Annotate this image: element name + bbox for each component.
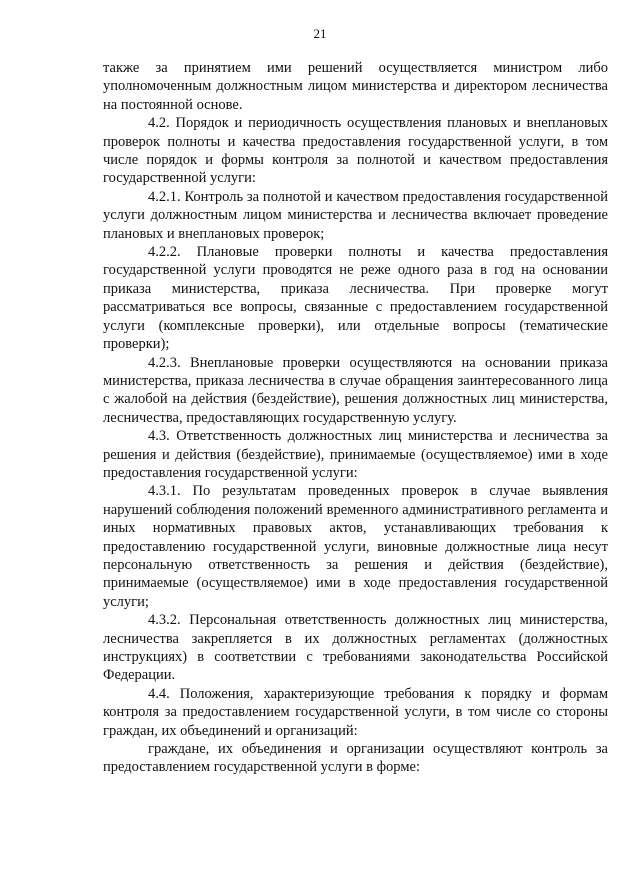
paragraph-4-4: 4.4. Положения, характеризующие требования к порядку и формам контроля за предоставлением государственной услуги, в том числе со стороны граждан, их объединений и организаций:: [103, 685, 608, 739]
page-number: 21: [313, 26, 327, 41]
paragraph-4-2: 4.2. Порядок и периодичность осуществления плановых и внеплановых проверок полноты и качества предоставления государственной услуги, в том числе порядок и формы контроля за полнотой и качеством предоставления государственной услуги:: [103, 115, 608, 187]
paragraph-continuation: также за принятием ими решений осуществляется министром либо уполномоченным должностным лицом министерства и директором лесничества на постоянной основе.: [103, 60, 608, 113]
paragraph-4-3-2: 4.3.2. Персональная ответственность должностных лиц министерства, лесничества закрепляется в их должностных регламентах (должностных инструкциях) в соответствии с требованиями законодательства Российской Федерации.: [103, 612, 608, 684]
paragraph-4-2-2: 4.2.2. Плановые проверки полноты и качества предоставления государственной услуги проводятся не реже одного раза в год на основании приказа министерства, приказа лесничества. При проверке могут рассматриваться все вопросы, связанные с предоставлением государственной услуги (комплексные проверки), или отдельные вопросы (тематические проверки);: [103, 244, 608, 353]
paragraph-4-3-1: 4.3.1. По результатам проведенных проверок в случае выявления нарушений соблюдения положений временного административного регламента и иных нормативных правовых актов, устанавливающих требования к предоставлению государственной услуги, виновные должностные лица несут персональную ответственность за решения и действия (бездействие), принимаемые (осуществляемое) ими в ходе предоставления государственной услуги;: [103, 483, 608, 610]
paragraph-4-2-3: 4.2.3. Внеплановые проверки осуществляются на основании приказа министерства, приказа лесничества в случае обращения заинтересованного лица с жалобой на действия (бездействие), решения должностных лиц министерства, лесничества, предоставляющих государственную услугу.: [103, 354, 608, 426]
paragraph-4-3: 4.3. Ответственность должностных лиц министерства и лесничества за решения и действия (бездействие), принимаемые (осуществляемое) ими в ходе предоставления государственной услуги:: [103, 428, 608, 481]
paragraph-4-2-1: 4.2.1. Контроль за полнотой и качеством предоставления государственной услуги должностным лицом министерства и лесничества включает проведение плановых и внеплановых проверок;: [103, 188, 608, 242]
paragraph-citizens-control: граждане, их объединения и организации осуществляют контроль за предоставлением государственной услуги в форме:: [103, 741, 608, 776]
body-text: [103, 59, 608, 777]
